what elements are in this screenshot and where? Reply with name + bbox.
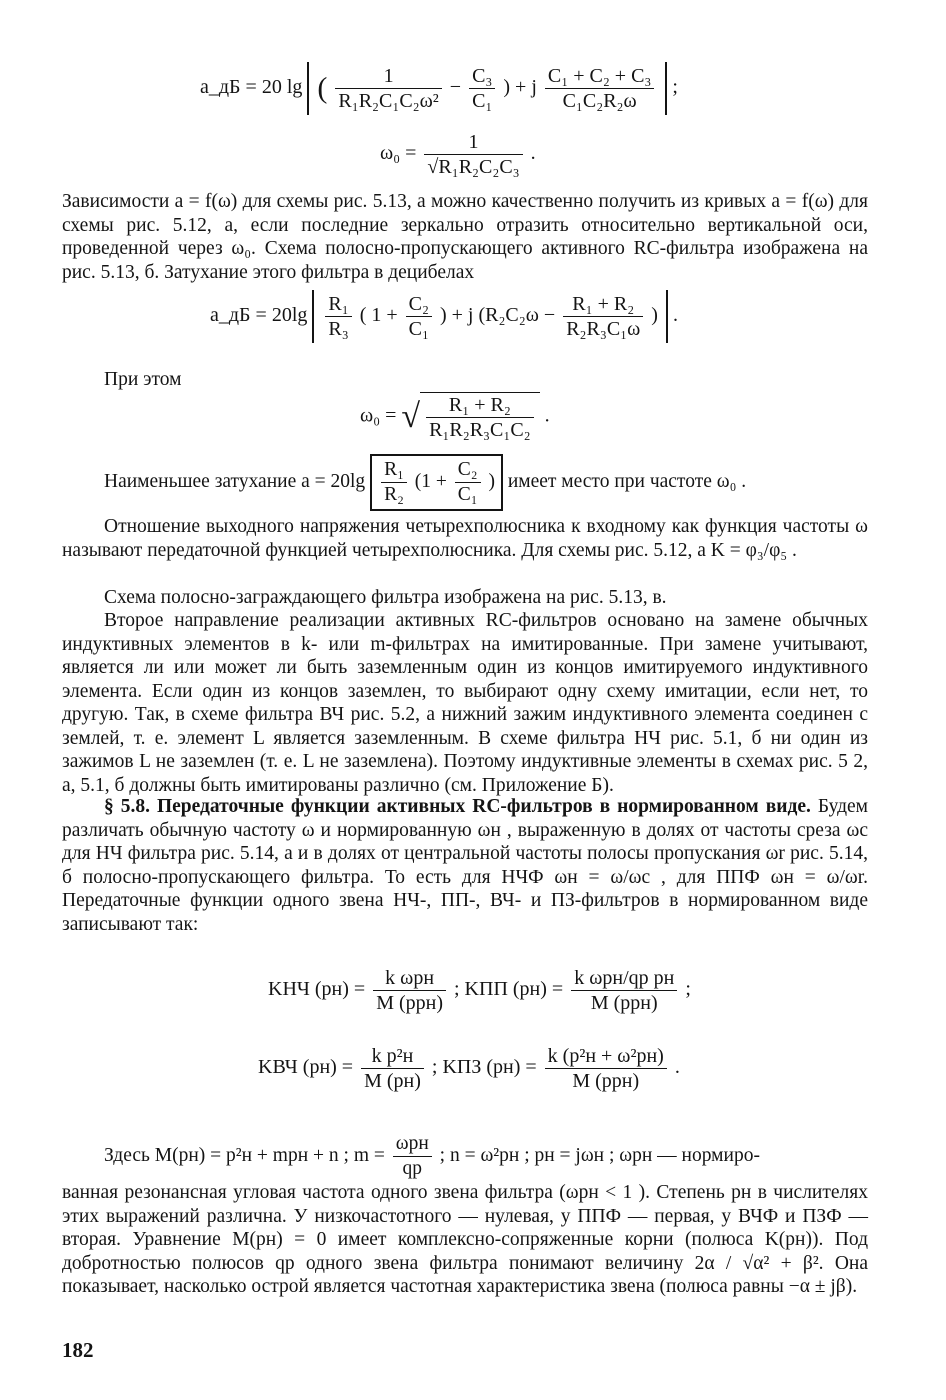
eq5-pz-den: M (pрн) bbox=[572, 1070, 640, 1092]
eq3-f1-den: R₃ bbox=[328, 318, 349, 340]
p3-mid: (1 + bbox=[414, 470, 447, 492]
eq5-vch-den: M (pн) bbox=[364, 1070, 421, 1092]
eq4-den: R₁R₂R₃C₁C₂ bbox=[429, 419, 531, 441]
paragraph-5: Схема полосно-заграждающего фильтра изображена на рис. 5.13, в. bbox=[104, 587, 667, 608]
eq2-lhs: ω₀ = bbox=[380, 142, 417, 165]
eq5-k-pp: ; KПП (pн) = bbox=[454, 978, 564, 1001]
sqrt-icon: √ bbox=[401, 398, 421, 435]
eq5-pp-num: k ωрн/qр pн bbox=[571, 966, 677, 991]
eq5-pz-num: k (p²н + ω²рн) bbox=[545, 1044, 667, 1069]
eq1-frac1-den: R₁R₂C₁C₂ω² bbox=[338, 90, 439, 112]
eq5-k-nch: KНЧ (pн) = bbox=[268, 978, 366, 1001]
eq1-plus-j: ) + j bbox=[503, 76, 537, 99]
eq3-mid2: ) + j (R₂C₂ω − bbox=[439, 304, 556, 327]
eq3-f1-num: R₁ bbox=[325, 292, 351, 317]
equation-attenuation-1: a_дБ = 20 lg ( $\frac{1}{\text{R₁R₂C₁C₂ω²}}$ − $\frac{\text{C₃}}{\text{C₁}}$ ) + j $\frac{\text{C₁ + C₂ + C₃}}{\text{C₁C₂R₂ω}}$ ; bbox=[200, 62, 678, 115]
paragraph-6: Второе направление реализации активных RC-фильтров основано на замене обычных индуктивных элементов в k- или m-фильтрах на имитированные. При замене учитывают, является ли или может ли быть заземленным один из концов имитируемого индуктивного элемента. Если один из концов заземлен, то выбирают одну схему имитации, если нет, то другую. Так, в схеме фильтра ВЧ рис. 5.2, a нижний зажим индуктивного элемента соединен с землей, т. е. элемент L является заземленным. В схеме фильтра НЧ рис. 5.1, б ни один из зажимов L не заземлен (т. е. L не заземлена). Поэтому индуктивные элементы в схемах рис. 5 2, a, 5.1, б должны быть имитированы различно (см. Приложение Б). bbox=[62, 610, 868, 796]
eq2-tail: . bbox=[530, 142, 536, 165]
eq5-k-vch: KВЧ (pн) = bbox=[258, 1056, 354, 1079]
eq5-nch-den: M (pрн) bbox=[376, 992, 443, 1014]
paragraph-3 bbox=[104, 454, 746, 511]
eq4-tail: . bbox=[544, 404, 550, 427]
eq1-frac1-num: 1 bbox=[335, 64, 441, 89]
p8-m-den: qр bbox=[402, 1158, 423, 1179]
eq4-lhs: ω₀ = bbox=[360, 404, 397, 427]
eq3-lhs: a_дБ = 20lg bbox=[210, 304, 308, 327]
paragraph-8-body: ванная резонансная угловая частота одного звена фильтра (ωрн < 1 ). Степень pн в числителях этих выражений различна. У низкочастотного — нулевая, у ППФ — первая, у ВЧФ и ПЗФ — вторая. Уравнение M(pн) = 0 имеет комплексно-сопряженные корни (полюса K(pн)). Под добротностью полюсов qр одного звена фильтра понимают величину 2α / √α² + β². Она показывает, насколько острой является частотная характеристика звена (полюса равны −α ± jβ). bbox=[62, 1182, 868, 1297]
page-number: 182 bbox=[62, 1338, 94, 1362]
paragraph-8-line1 bbox=[104, 1132, 760, 1181]
eq1-frac2-num: C₃ bbox=[469, 64, 495, 89]
paragraph-1: Зависимости a = f(ω) для схемы рис. 5.13, a можно качественно получить из кривых a = f(ω) для схемы рис. 5.12, a, если последние зеркально отразить относительно вертикальной оси, проведенной через ω₀. Схема полосно-пропускающего активного RC-фильтра изображена на рис. 5.13, б. Затухание этого фильтра в децибелах bbox=[62, 191, 868, 283]
eq5-nch-num: k ωрн bbox=[373, 966, 446, 991]
eq1-tail: ; bbox=[672, 76, 678, 99]
section-5-8 bbox=[62, 795, 868, 936]
p8-m-num: ωрн bbox=[393, 1132, 432, 1157]
eq5-pp-den: M (pрн) bbox=[590, 992, 658, 1014]
eq5-tail1: ; bbox=[685, 978, 691, 1001]
eq2-den: √R₁R₂C₂C₃ bbox=[427, 156, 520, 178]
p3-f2-den: C₁ bbox=[457, 484, 478, 505]
eq3-f3-num: R₁ + R₂ bbox=[563, 292, 643, 317]
eq3-mid1: ( 1 + bbox=[359, 304, 398, 327]
eq3-f2-num: C₂ bbox=[406, 292, 432, 317]
p3-f1-den: R₂ bbox=[384, 484, 404, 505]
section-body: Будем различать обычную частоту ω и нормированную ωн , выраженную в долях от частоты среза ωс для НЧ фильтра рис. 5.14, a и в долях от центральной частоты полосы пропускания ωr рис. 5.14, б полосно-пропускающего фильтра. То есть для НЧФ ωн = ω/ωс , для ППФ ωн = ω/ωr. Передаточные функции одного звена НЧ-, ПП-, ВЧ- и ПЗ-фильтров в нормированном виде записывают так: bbox=[62, 796, 869, 935]
eq5-tail2: . bbox=[674, 1056, 680, 1079]
eq5-k-pz: ; KПЗ (pн) = bbox=[431, 1056, 537, 1079]
equation-transfer-row2 bbox=[258, 1044, 680, 1093]
equation-attenuation-2 bbox=[210, 290, 678, 343]
p3-f2-num: C₂ bbox=[455, 458, 481, 483]
eq1-frac3-den: C₁C₂R₂ω bbox=[562, 90, 637, 112]
eq4-num: R₁ + R₂ bbox=[426, 393, 534, 418]
eq5-vch-num: k p²н bbox=[361, 1044, 424, 1069]
eq1-frac2-den: C₁ bbox=[472, 90, 493, 112]
equation-transfer-row1 bbox=[268, 966, 691, 1015]
p3-close: ) bbox=[488, 470, 495, 492]
equation-omega0-2 bbox=[360, 392, 550, 442]
p8-rest: ; n = ω²рн ; pн = jωн ; ωрн — нормиро- bbox=[439, 1144, 760, 1166]
eq3-tail: . bbox=[672, 304, 678, 327]
p3-f1-num: R₁ bbox=[381, 458, 407, 483]
section-heading: § 5.8. Передаточные функции активных RC-фильтров в нормированном виде. bbox=[104, 796, 811, 817]
p8-start: Здесь M(pн) = p²н + mpн + n ; m = bbox=[104, 1144, 385, 1166]
eq1-minus: − bbox=[449, 76, 462, 99]
eq1-lhs: a_дБ = 20 lg bbox=[200, 76, 303, 99]
paragraph-2: При этом bbox=[104, 369, 182, 390]
equation-omega0-1 bbox=[380, 130, 536, 179]
eq1-frac3-num: C₁ + C₂ + C₃ bbox=[545, 64, 655, 89]
p3-before: Наименьшее затухание a = 20lg bbox=[104, 470, 366, 492]
paragraph-4: Отношение выходного напряжения четырехполюсника к входному как функция частоты ω называют передаточной функцией четырехполюсника. Для схемы рис. 5.12, a K = φ₃/φ₅ . bbox=[62, 516, 868, 561]
eq2-num: 1 bbox=[424, 130, 522, 155]
eq3-f3-den: R₂R₃C₁ω bbox=[566, 318, 641, 340]
p3-after: имеет место при частоте ω₀ . bbox=[507, 470, 747, 492]
eq3-f2-den: C₁ bbox=[408, 318, 429, 340]
eq3-close: ) bbox=[651, 304, 658, 327]
